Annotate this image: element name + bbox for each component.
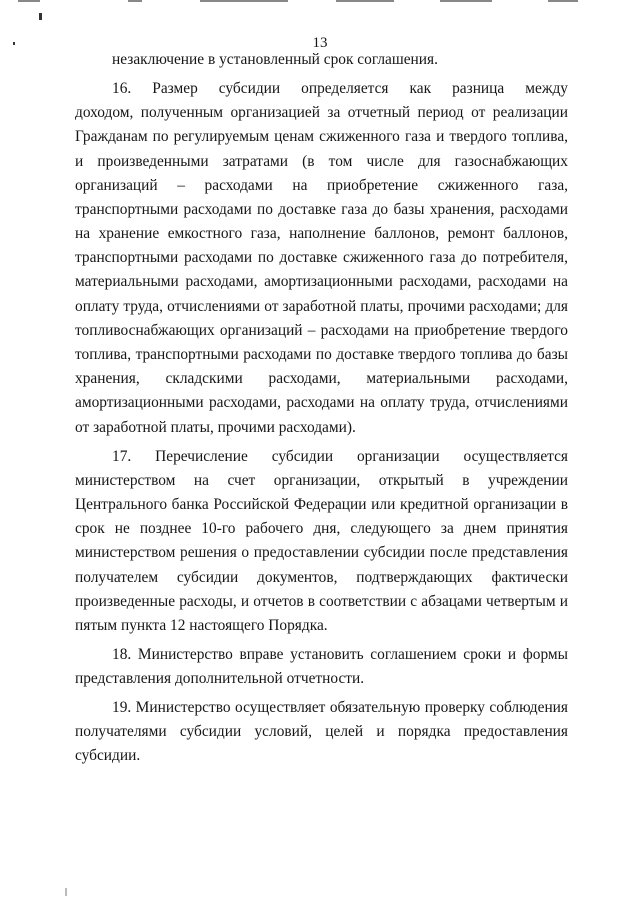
text-line: топлива, транспортными расходами по доставке твердого топлива до базы	[75, 346, 568, 364]
text-line: получателями субсидии условий, целей и порядка предоставления	[75, 723, 568, 741]
text-line: 18. Министерство вправе установить соглашением сроки и формы	[112, 645, 568, 663]
text-line: пятым пункта 12 настоящего Порядка.	[75, 616, 328, 634]
text-line: оплату труда, отчислениями от заработной платы, прочими расходами; для	[75, 297, 568, 315]
text-line: Гражданам по регулируемым ценам сжиженного газа и твердого топлива,	[75, 128, 568, 146]
text-line: получателем субсидии документов, подтверждающих фактически	[75, 568, 568, 586]
text-line: министерством на счет организации, открытый в учреждении	[75, 471, 568, 489]
text-line: доходом, полученным организацией за отчетный период от реализации	[75, 104, 568, 122]
text-line: амортизационными расходами, расходами на оплату труда, отчислениями	[75, 394, 568, 412]
text-line: транспортными расходами по доставке газа до базы хранения, расходами	[75, 200, 568, 218]
text-line: субсидии.	[75, 747, 141, 765]
text-line: 19. Министерство осуществляет обязательную проверку соблюдения	[112, 699, 568, 717]
text-line: срок не позднее 10-го рабочего дня, следующего за днем принятия	[75, 520, 568, 538]
text-line: транспортными расходами по доставке сжиженного газа до потребителя,	[75, 249, 568, 267]
text-line: материальными расходами, амортизационными расходами, расходами на	[75, 273, 568, 291]
text-line: топливоснабжающих организаций – расходами на приобретение твердого	[75, 321, 568, 339]
text-line: 16. Размер субсидии определяется как разница между	[112, 79, 568, 97]
text-line: хранения, складскими расходами, материальными расходами,	[75, 370, 568, 388]
text-line: организаций – расходами на приобретение сжиженного газа,	[75, 176, 568, 194]
scan-speck	[65, 888, 67, 896]
text-line: и произведенными затратами (в том числе для газоснабжающих	[75, 152, 568, 170]
body-text	[75, 48, 568, 769]
text-line: Центрального банка Российской Федерации или кредитной организации в	[75, 495, 568, 513]
scan-edge-marks	[0, 0, 640, 4]
text-line: незаключение в установленный срок соглашения.	[112, 51, 438, 68]
text-line: произведенные расходы, и отчетов в соответствии с абзацами четвертым и	[75, 592, 568, 610]
text-line: от заработной платы, прочими расходами).	[75, 418, 356, 436]
text-line: на хранение емкостного газа, наполнение баллонов, ремонт баллонов,	[75, 225, 568, 243]
text-line: 17. Перечисление субсидии организации осуществляется	[112, 447, 568, 465]
page-number: 13	[312, 35, 328, 51]
scan-speck	[39, 13, 42, 20]
text-line: представления дополнительной отчетности.	[75, 670, 365, 688]
text-line: министерством решения о предоставлении субсидии после представления	[75, 544, 568, 562]
